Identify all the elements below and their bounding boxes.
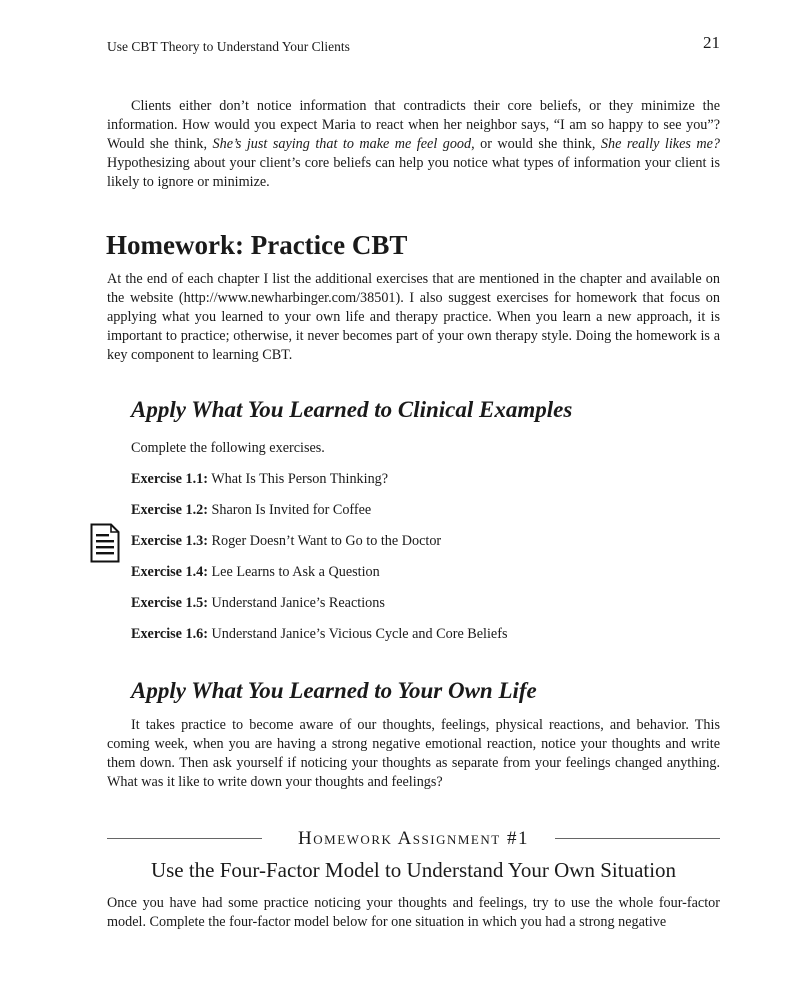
opening-text-1: Clients either don’t notice information that contradicts their core beliefs, or they minimize the information. How would you expect Maria to react when her neighbor says, “I am so happy to see you”? Would she think,: [107, 98, 720, 152]
running-header: [107, 33, 720, 56]
assignment-title: Use the Four-Factor Model to Understand Your Own Situation: [150, 858, 677, 882]
own-life-paragraph: It takes practice to become aware of our thoughts, feelings, physical reactions, and behavior. This coming week, when you are having a strong negative emotional reaction, notice your thoughts and write them down. Then ask yourself if noticing your thoughts as separate from your feelings changed anything. What was it like to write down your thoughts and feelings?: [107, 717, 720, 790]
homework-heading: Homework: Practice CBT: [106, 230, 408, 260]
exercise-item: [131, 470, 691, 501]
exercise-title: Sharon Is Invited for Coffee: [211, 502, 372, 518]
exercise-title: What Is This Person Thinking?: [211, 471, 389, 487]
assignment-label: Homework Assignment #1: [298, 828, 529, 849]
exercise-item: [131, 501, 691, 532]
rule-divider-right: [555, 838, 720, 839]
opening-text-3: Hypothesizing about your client’s core beliefs can help you notice what types of information your client is likely to ignore or minimize.: [107, 155, 720, 190]
exercise-number: Exercise 1.2:: [131, 502, 208, 518]
opening-paragraph: [107, 97, 720, 192]
own-life-heading: Apply What You Learned to Your Own Life: [131, 678, 537, 703]
opening-text-2: , or would she think,: [471, 136, 601, 152]
exercise-item: [131, 594, 691, 625]
exercise-number: Exercise 1.1:: [131, 471, 208, 487]
opening-italic-2: She really likes me?: [600, 136, 720, 152]
exercise-item: [131, 532, 691, 563]
exercise-number: Exercise 1.4:: [131, 564, 208, 580]
exercise-number: Exercise 1.5:: [131, 595, 208, 611]
exercise-list: [131, 470, 691, 656]
homework-paragraph: At the end of each chapter I list the additional exercises that are mentioned in the chapter and available on the website (http://www.newharbinger.com/38501). I also suggest exercises for homework that focus on applying what you learned to your own life and therapy practice. When you learn a new approach, it is important to practice; otherwise, it never becomes part of your own therapy style. Doing the homework is a key component to learning CBT.: [107, 271, 720, 363]
exercise-title: Roger Doesn’t Want to Go to the Doctor: [211, 533, 442, 549]
exercises-intro: Complete the following exercises.: [131, 440, 325, 456]
running-title: Use CBT Theory to Understand Your Clients: [107, 39, 350, 54]
opening-italic-1: She’s just saying that to make me feel good: [212, 136, 472, 152]
page-number: 21: [703, 33, 720, 52]
document-icon: [90, 523, 120, 563]
exercise-item: [131, 563, 691, 594]
assignment-paragraph: Once you have had some practice noticing your thoughts and feelings, try to use the whole four-factor model. Complete the four-factor model below for one situation in which you had a strong negative: [107, 895, 720, 930]
exercise-title: Lee Learns to Ask a Question: [211, 564, 380, 580]
exercise-item: [131, 625, 691, 656]
assignment-label-row: [107, 826, 720, 852]
exercise-title: Understand Janice’s Reactions: [211, 595, 385, 611]
exercise-number: Exercise 1.6:: [131, 626, 208, 642]
clinical-examples-heading: Apply What You Learned to Clinical Examples: [131, 397, 573, 422]
exercise-number: Exercise 1.3:: [131, 533, 208, 549]
exercise-title: Understand Janice’s Vicious Cycle and Core Beliefs: [211, 626, 508, 642]
